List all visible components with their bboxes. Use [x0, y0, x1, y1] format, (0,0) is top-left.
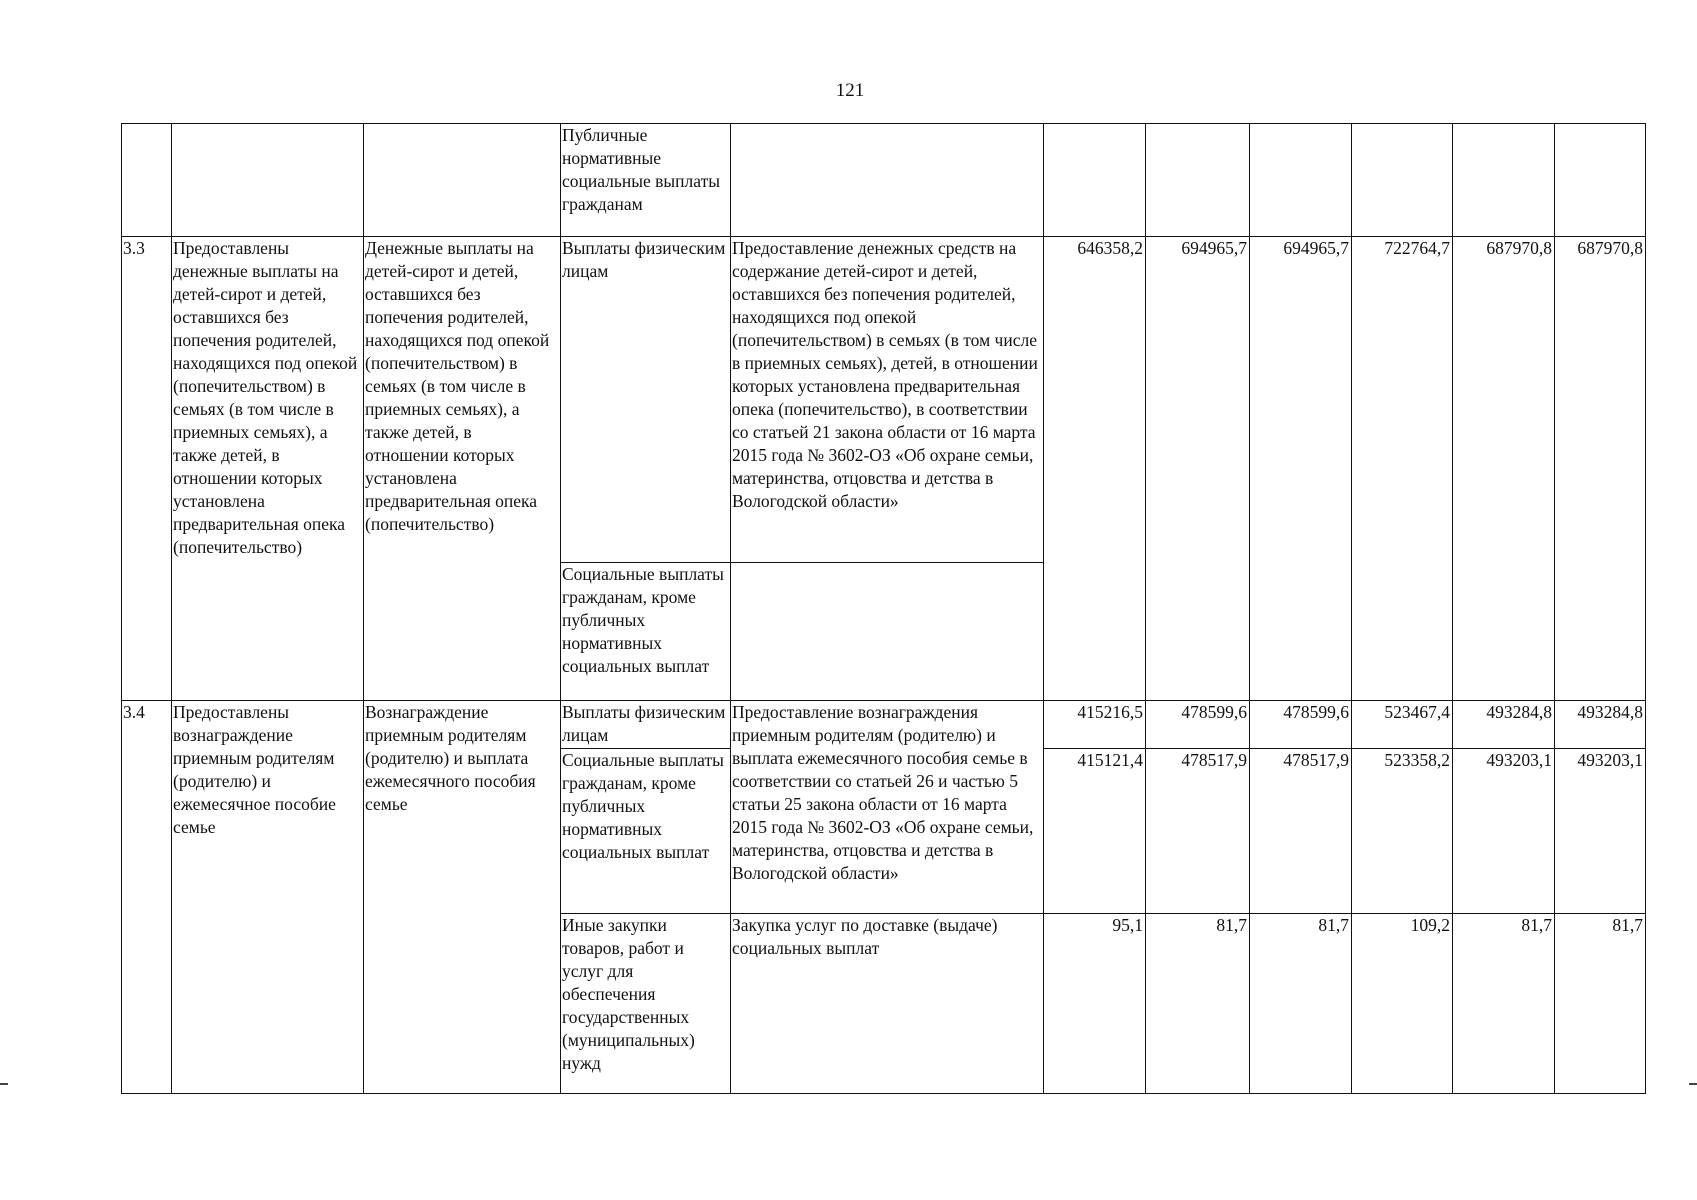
cell-result: Предоставлены вознаграждение приемным родителям (родителю) и ежемесячное пособие семье — [172, 701, 364, 1094]
cell-event: Денежные выплаты на детей-сирот и детей, оставшихся без попечения родителей, находящихся под опекой (попечительством) в семьях (в том числе в приемных семьях), а также детей, в отношении которых установлена предварительная опека (попечительство) — [364, 237, 561, 701]
cell-value: 415216,5 — [1044, 701, 1146, 749]
cell-result: Предоставлены денежные выплаты на детей-сирот и детей, оставшихся без попечения родителей, находящихся под опекой (попечительством) в семьях (в том числе в приемных семьях), а также детей, в отношении которых установлена предварительная опека (попечительство) — [172, 237, 364, 701]
cell-value: 694965,7 — [1250, 237, 1352, 701]
cell-description: Предоставление вознаграждения приемным родителям (родителю) и выплата ежемесячного пособия семье в соответствии со статьей 26 и частью 5 статьи 25 закона области от 16 марта 2015 года № 3602-ОЗ «Об охране семьи, материнства, отцовства и детства в Вологодской области» — [731, 701, 1044, 914]
table-row — [122, 124, 1646, 237]
cell-value: 523358,2 — [1352, 749, 1453, 914]
budget-table — [121, 123, 1646, 1094]
cell-value: 493203,1 — [1453, 749, 1555, 914]
cell-expense-type: Выплаты физическим лицам — [561, 701, 731, 749]
cell-expense-type: Выплаты физическим лицам — [561, 237, 731, 563]
cell-value: 81,7 — [1146, 914, 1250, 1094]
cell-value: 415121,4 — [1044, 749, 1146, 914]
cell-value: 493284,8 — [1555, 701, 1646, 749]
cell-expense-type: Иные закупки товаров, работ и услуг для обеспечения государственных (муниципальных) нужд — [561, 914, 731, 1094]
cell-description: Закупка услуг по доставке (выдаче) социальных выплат — [731, 914, 1044, 1094]
cell-value: 523467,4 — [1352, 701, 1453, 749]
cell-description — [731, 124, 1044, 237]
cell-value: 478517,9 — [1146, 749, 1250, 914]
cell-value — [1250, 124, 1352, 237]
cell-event — [364, 124, 561, 237]
cell-value: 81,7 — [1250, 914, 1352, 1094]
cell-expense-type: Публичные нормативные социальные выплаты гражданам — [561, 124, 731, 237]
cell-expense-type: Социальные выплаты гражданам, кроме публичных нормативных социальных выплат — [561, 563, 731, 701]
cell-value: 478599,6 — [1146, 701, 1250, 749]
table-row — [122, 701, 1646, 749]
cell-value: 646358,2 — [1044, 237, 1146, 701]
cell-value: 694965,7 — [1146, 237, 1250, 701]
cell-value — [1044, 124, 1146, 237]
cell-description: Предоставление денежных средств на содержание детей-сирот и детей, оставшихся без попечения родителей, находящихся под опекой (попечительством) в семьях (в том числе в приемных семьях), детей, в отношении которых установлена предварительная опека (попечительство), в соответствии со статьей 21 закона области от 16 марта 2015 года № 3602-ОЗ «Об охране семьи, материнства, отцовства и детства в Вологодской области» — [731, 237, 1044, 563]
cell-code: 3.4 — [122, 701, 172, 1094]
cell-value: 687970,8 — [1453, 237, 1555, 701]
scan-edge-mark — [1689, 1083, 1697, 1085]
scan-edge-mark — [0, 1083, 8, 1085]
cell-value — [1555, 124, 1646, 237]
cell-code — [122, 124, 172, 237]
cell-value: 493203,1 — [1555, 749, 1646, 914]
cell-value: 95,1 — [1044, 914, 1146, 1094]
page-number: 121 — [835, 80, 865, 101]
cell-value: 478599,6 — [1250, 701, 1352, 749]
table-row — [122, 237, 1646, 563]
cell-value: 109,2 — [1352, 914, 1453, 1094]
cell-expense-type: Социальные выплаты гражданам, кроме публичных нормативных социальных выплат — [561, 749, 731, 914]
cell-value — [1453, 124, 1555, 237]
cell-value: 687970,8 — [1555, 237, 1646, 701]
cell-code: 3.3 — [122, 237, 172, 701]
cell-value: 81,7 — [1555, 914, 1646, 1094]
cell-description — [731, 563, 1044, 701]
cell-value — [1146, 124, 1250, 237]
cell-value: 478517,9 — [1250, 749, 1352, 914]
cell-value — [1352, 124, 1453, 237]
cell-event: Вознаграждение приемным родителям (родителю) и выплата ежемесячного пособия семье — [364, 701, 561, 1094]
cell-value: 81,7 — [1453, 914, 1555, 1094]
cell-value: 722764,7 — [1352, 237, 1453, 701]
cell-value: 493284,8 — [1453, 701, 1555, 749]
cell-result — [172, 124, 364, 237]
